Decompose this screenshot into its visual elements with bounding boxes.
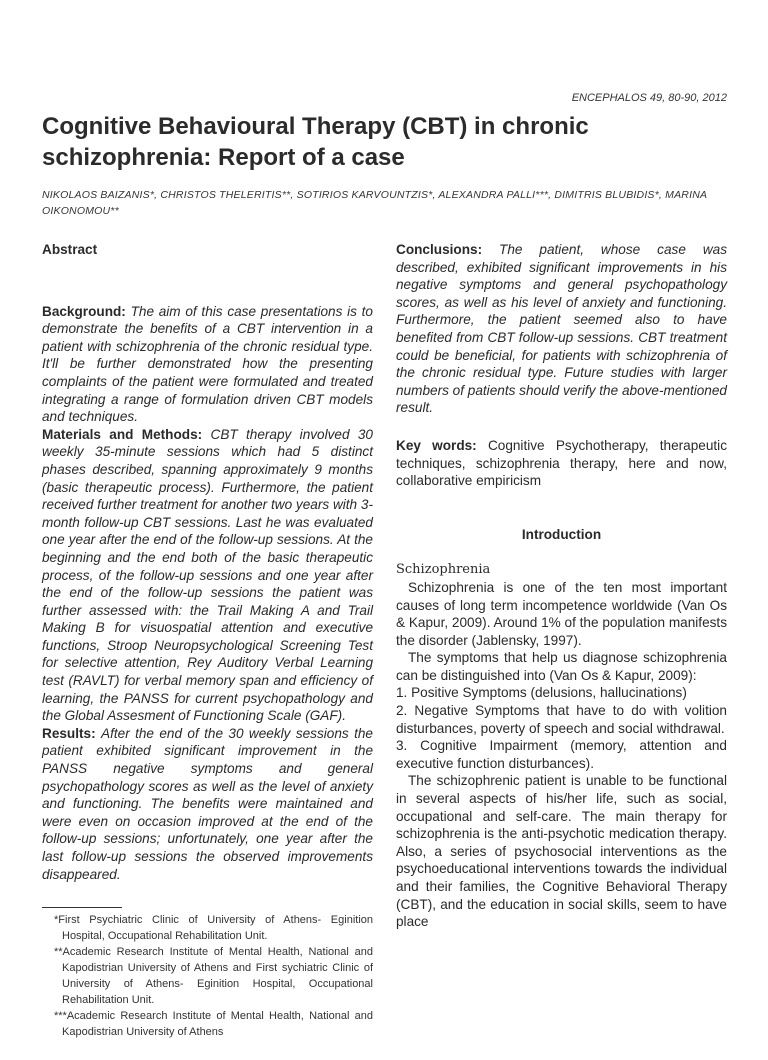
abstract-background (42, 303, 373, 426)
footnote: **Academic Research Institute of Mental Health, National and Kapodistrian University of Athens and First sychiatric Clinic of University of Athens- Eginition Hospital, Occupational Rehabilitation Unit. (54, 946, 373, 1007)
intro-paragraph: Schizophrenia is one of the ten most important causes of long term incompetence worldwide (Van Os & Kapur, 2009). Around 1% of the population manifests the disorder (Jablensky, 1997). (396, 579, 728, 648)
abstract-heading: Abstract (42, 242, 98, 257)
keywords-text: Cognitive Psychotherapy, therapeutic techniques, schizophrenia therapy, here and now, collaborative empiricism (396, 437, 727, 489)
introduction-heading: Introduction (521, 526, 602, 542)
schizophrenia-subheading: Schizophrenia (396, 562, 491, 578)
journal-reference: ENCEPHALOS 49, 80-90, 2012 (571, 92, 727, 104)
methods-label: Materials and Methods: (42, 426, 203, 442)
background-label: Background: (42, 303, 126, 319)
abstract-methods (42, 426, 373, 725)
body-columns (42, 241, 727, 1040)
symptom-list-item: 1. Positive Symptoms (delusions, hallucinations) (396, 685, 687, 701)
right-column (396, 241, 727, 1040)
methods-text: CBT therapy involved 30 weekly 35-minute sessions which had 5 distinct phases described, spanning approximately 9 months (basic therapeutic process). Furthermore, the patient received further treatment for another two years with 3-month follow-up CBT sessions. Last he was evaluated one year after the end of the follow-up sessions. At the beginning and the end both of the basic therapeutic process, of the follow-up sessions and one year after the end of the follow-up sessions the patient was further assessed with: the Trail Making A and Trail Making B for visuospatial attention and executive functions, Stroop Neuropsychological Screening Test for selective attention, Rey Auditory Verbal Learning test (RAVLT) for verbal memory span and efficiency of learning, the PANSS for current psychopathology and the Global Assesment of Functioning Scale (GAF). (42, 426, 373, 724)
keywords (396, 437, 727, 490)
author-list: NIKOLAOS BAIZANIS*, CHRISTOS THELERITIS**, SOTIRIOS KARVOUNTZIS*, ALEXANDRA PALLI***, DIMITRIS BLUBIDIS*, MARINA OIKONOMOU** (42, 189, 707, 217)
conclusions-label: Conclusions: (396, 242, 483, 257)
footnote: ***Academic Research Institute of Mental Health, National and Kapodistrian University of Athens (54, 1010, 373, 1039)
footnote-section (42, 907, 373, 1040)
keywords-label: Key words: (396, 437, 477, 453)
intro-paragraph: The schizophrenic patient is unable to be functional in several aspects of his/her life, such as social, occupational and self-care. The main therapy for schizophrenia is the anti-psychotic medication therapy. Also, a series of psychosocial interventions as the psychoeducational interventions towards the individual and their families, the Cognitive Behavioral Therapy (CBT), and the education in social skills, seem to have place (396, 773, 727, 930)
symptom-list-item: 3. Cognitive Impairment (memory, attention and executive function disturbances). (396, 738, 727, 771)
symptom-list-item: 2. Negative Symptoms that have to do with volition disturbances, poverty of speech and social withdrawal. (396, 703, 727, 736)
paper-title: Cognitive Behavioural Therapy (CBT) in chronic schizophrenia: Report of a case (42, 113, 589, 171)
abstract-conclusions (396, 241, 727, 417)
footnotes (42, 912, 373, 1040)
left-column (42, 241, 373, 1040)
results-text: After the end of the 30 weekly sessions the patient exhibited significant improvement in the PANSS negative symptoms and general psychopathology scores as well as the level of anxiety and functioning. The benefits were maintained and were even on occasion improved at the end of the follow-up sessions; unfortunately, one year after the last follow-up sessions the observed improvements disappeared. (42, 725, 373, 882)
footnote: *First Psychiatric Clinic of University of Athens- Eginition Hospital, Occupational Rehabilitation Unit. (54, 914, 373, 943)
results-label: Results: (42, 725, 96, 741)
footnote-divider (42, 907, 122, 908)
conclusions-text: The patient, whose case was described, exhibited significant improvements in his negative symptoms and general psychopathology scores, as well as his level of anxiety and functioning. Furthermore, the patient seemed also to have benefited from CBT follow-up sessions. CBT treatment could be beneficial, for patients with schizophrenia of the chronic residual type. Future studies with larger numbers of patients should verify the above-mentioned result. (396, 242, 727, 416)
background-text: The aim of this case presentations is to demonstrate the benefits of a CBT intervention in a patient with schizophrenia of the chronic residual type. It'll be further demonstrated how the presenting complaints of the patient were formulated and treated integrating a range of formulation driven CBT models and techniques. (42, 303, 373, 425)
abstract-results (42, 725, 373, 883)
intro-paragraph: The symptoms that help us diagnose schizophrenia can be distinguished into (Van Os & Kapur, 2009): (396, 650, 727, 683)
